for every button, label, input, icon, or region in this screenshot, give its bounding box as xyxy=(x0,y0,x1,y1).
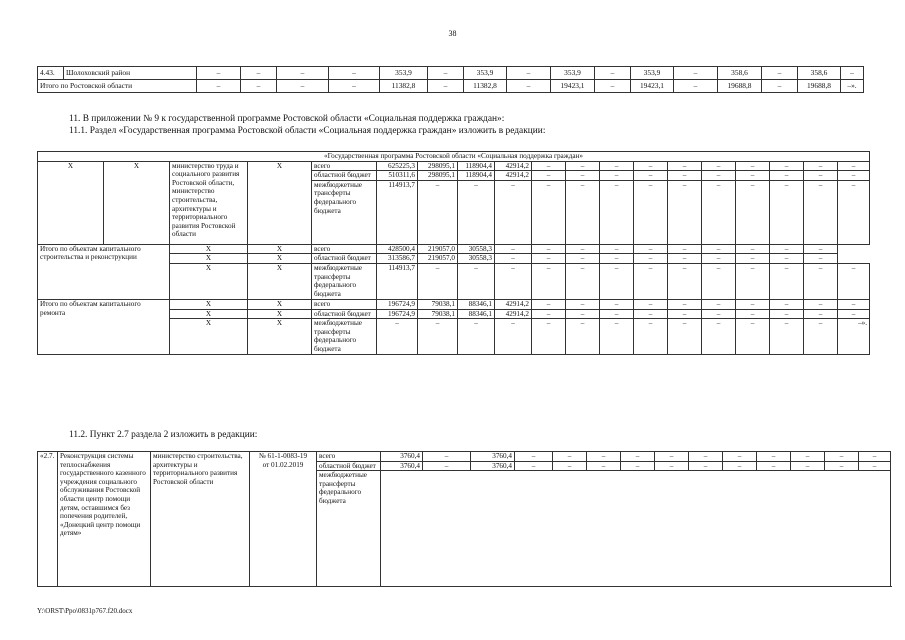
dash-cell: – xyxy=(600,171,634,181)
paragraph-11-2: 11.2. Пункт 2.7 раздела 2 изложить в редакции: xyxy=(69,430,258,440)
dash-cell: – xyxy=(634,299,668,309)
dash-cell: – xyxy=(634,319,668,355)
group-label: Итого по объектам капитального ремонта xyxy=(38,299,170,354)
value-cell: 298095,1 xyxy=(418,171,458,181)
paragraph-11-1: 11.1. Раздел «Государственная программа Ростовской области «Социальная поддержка граждан» изложить в редакции: xyxy=(69,126,546,136)
dash-cell: – xyxy=(634,244,668,254)
dash-cell: – xyxy=(702,263,736,299)
col-x: X xyxy=(170,319,248,355)
program-title: «Государственная программа Ростовской области «Социальная поддержка граждан» xyxy=(38,152,870,162)
item-number: «2.7. xyxy=(38,452,58,587)
dash-cell: – xyxy=(418,263,458,299)
dash-cell: – xyxy=(859,461,891,471)
value-cell: 79038,1 xyxy=(418,309,458,319)
dash-cell: – xyxy=(804,254,838,264)
value-cell: –». xyxy=(841,80,864,93)
dash-cell: – xyxy=(804,180,838,244)
ministry-name: министерство строительства, архитектуры и территориального развития Ростовской области xyxy=(151,452,250,587)
value-cell: – xyxy=(674,67,718,80)
source-total: всего xyxy=(317,452,381,462)
value-cell: – xyxy=(329,67,380,80)
value-cell: 219057,0 xyxy=(418,254,458,264)
table-row xyxy=(38,161,870,171)
dash-cell: – xyxy=(770,244,804,254)
value-cell: – xyxy=(241,80,277,93)
value-cell: – xyxy=(428,67,464,80)
dash-cell: – xyxy=(770,161,804,171)
dash-cell: – xyxy=(770,254,804,264)
dash-cell: – xyxy=(668,263,702,299)
dash-cell: – xyxy=(587,452,621,462)
dash-cell: – xyxy=(458,180,495,244)
dash-cell: – xyxy=(736,299,770,309)
dash-cell: – xyxy=(702,319,736,355)
value-cell: – xyxy=(507,67,551,80)
dash-cell: – xyxy=(804,244,838,254)
empty-values xyxy=(381,471,891,587)
document-date: от 01.02.2019 xyxy=(262,460,304,469)
value-cell: 11382,8 xyxy=(464,80,507,93)
source-regional: областной бюджет xyxy=(312,254,377,264)
dash-cell: – xyxy=(668,244,702,254)
source-federal: межбюджетные трансферты федерального бюджета xyxy=(312,263,377,299)
dash-cell: – xyxy=(566,254,600,264)
dash-cell: – xyxy=(532,263,566,299)
value-cell: 219057,0 xyxy=(418,244,458,254)
dash-cell: – xyxy=(377,319,418,355)
dash-cell: – xyxy=(702,254,736,264)
table-row xyxy=(38,452,891,462)
col-x: X xyxy=(248,299,312,309)
dash-cell: – xyxy=(532,171,566,181)
dash-cell: – xyxy=(791,461,825,471)
dash-cell: – xyxy=(423,452,471,462)
dash-cell: – xyxy=(600,299,634,309)
dash-cell: – xyxy=(770,263,804,299)
dash-cell: – xyxy=(600,309,634,319)
dash-cell: – xyxy=(566,319,600,355)
dash-cell: – xyxy=(495,319,532,355)
page-number: 38 xyxy=(448,29,457,38)
dash-cell: – xyxy=(770,171,804,181)
value-cell: – xyxy=(841,67,864,80)
dash-cell: – xyxy=(736,161,770,171)
dash-cell: – xyxy=(668,180,702,244)
dash-cell: – xyxy=(458,319,495,355)
value-cell: 42914,2 xyxy=(495,299,532,309)
dash-cell: – xyxy=(566,244,600,254)
value-cell: 88346,1 xyxy=(458,309,495,319)
source-total: всего xyxy=(312,299,377,309)
value-cell: 313586,7 xyxy=(377,254,418,264)
value-cell: 353,9 xyxy=(551,67,595,80)
value-cell: – xyxy=(674,80,718,93)
dash-cell: – xyxy=(600,263,634,299)
dash-cell: – xyxy=(736,244,770,254)
value-cell: 19423,1 xyxy=(631,80,674,93)
value-cell: – xyxy=(329,80,380,93)
dash-cell: – xyxy=(668,161,702,171)
col-x: X xyxy=(38,161,104,244)
value-cell: 298095,1 xyxy=(418,161,458,171)
dash-cell: – xyxy=(689,461,723,471)
dash-cell: – xyxy=(736,319,770,355)
dash-cell: – xyxy=(689,452,723,462)
col-x: X xyxy=(248,263,312,299)
dash-cell: – xyxy=(668,254,702,264)
value-cell: – xyxy=(277,80,329,93)
dash-cell: – xyxy=(532,299,566,309)
dash-cell: – xyxy=(458,263,495,299)
value-cell: – xyxy=(507,80,551,93)
value-cell: – xyxy=(241,67,277,80)
value-cell: 42914,2 xyxy=(495,309,532,319)
dash-cell: – xyxy=(566,161,600,171)
ministry-name: министерство труда и социального развития Ростовской области, министерство строительства, архитектуры и территориального развития Ростовской области xyxy=(170,161,248,244)
value-cell: – xyxy=(197,80,241,93)
dash-cell: – xyxy=(600,319,634,355)
dash-cell: – xyxy=(423,461,471,471)
dash-cell: – xyxy=(770,319,804,355)
dash-cell: – xyxy=(838,263,870,299)
dash-cell: – xyxy=(532,309,566,319)
value-cell: 3760,4 xyxy=(381,461,423,471)
dash-cell: – xyxy=(600,180,634,244)
table-row xyxy=(38,299,870,309)
dash-cell: – xyxy=(495,244,532,254)
source-regional: областной бюджет xyxy=(312,171,377,181)
top-table xyxy=(37,66,864,93)
dash-cell: – xyxy=(702,299,736,309)
dash-cell: – xyxy=(702,309,736,319)
source-federal: межбюджетные трансферты федерального бюджета xyxy=(317,471,381,587)
dash-cell: – xyxy=(838,171,870,181)
dash-cell: – xyxy=(634,180,668,244)
dash-cell: – xyxy=(791,452,825,462)
value-cell: – xyxy=(428,80,464,93)
value-cell: 19688,8 xyxy=(798,80,841,93)
value-cell: – xyxy=(595,80,631,93)
value-cell: – xyxy=(762,80,798,93)
program-table xyxy=(37,151,870,355)
value-cell: 19688,8 xyxy=(718,80,762,93)
dash-cell: – xyxy=(668,171,702,181)
dash-cell: – xyxy=(532,254,566,264)
dash-cell: – xyxy=(600,244,634,254)
table-row xyxy=(38,67,864,80)
dash-cell: – xyxy=(668,319,702,355)
value-cell: – xyxy=(277,67,329,80)
dash-cell: – xyxy=(859,452,891,462)
end-mark: –». xyxy=(838,319,870,355)
value-cell: 114913,7 xyxy=(377,263,418,299)
dash-cell: – xyxy=(600,254,634,264)
col-x: X xyxy=(170,299,248,309)
row-number: 4.43. xyxy=(38,67,64,80)
dash-cell: – xyxy=(418,180,458,244)
dash-cell: – xyxy=(702,244,736,254)
col-x: X xyxy=(170,263,248,299)
group-label: Итого по объектам капитального строительства и реконструкции xyxy=(38,244,170,299)
value-cell: 3760,4 xyxy=(471,461,515,471)
dash-cell: – xyxy=(804,299,838,309)
dash-cell: – xyxy=(838,180,870,244)
dash-cell: – xyxy=(621,461,655,471)
dash-cell: – xyxy=(702,180,736,244)
dash-cell: – xyxy=(736,309,770,319)
dash-cell: – xyxy=(566,299,600,309)
item-2-7-table xyxy=(37,451,891,587)
value-cell: 42914,2 xyxy=(495,171,532,181)
dash-cell: – xyxy=(736,263,770,299)
table-row xyxy=(38,244,870,254)
dash-cell: – xyxy=(804,309,838,319)
col-x: X xyxy=(248,319,312,355)
source-total: всего xyxy=(312,244,377,254)
value-cell: 19423,1 xyxy=(551,80,595,93)
col-x: X xyxy=(170,244,248,254)
dash-cell: – xyxy=(770,299,804,309)
dash-cell: – xyxy=(634,263,668,299)
source-regional: областной бюджет xyxy=(312,309,377,319)
value-cell: 510311,6 xyxy=(377,171,418,181)
value-cell: 3760,4 xyxy=(471,452,515,462)
dash-cell: – xyxy=(804,263,838,299)
col-x: X xyxy=(170,309,248,319)
dash-cell: – xyxy=(495,254,532,264)
dash-cell: – xyxy=(553,461,587,471)
object-name: Реконструкция системы теплоснабжения государственного казенного учреждения социального обслуживания Ростовской области центр помощи детям, оставшимся без попечения родителей, «Донецкий центр помощи детям» xyxy=(58,452,151,587)
dash-cell: – xyxy=(838,161,870,171)
value-cell: 428500,4 xyxy=(377,244,418,254)
dash-cell: – xyxy=(702,161,736,171)
dash-cell: – xyxy=(566,180,600,244)
value-cell: – xyxy=(595,67,631,80)
dash-cell: – xyxy=(723,461,757,471)
value-cell: 353,9 xyxy=(631,67,674,80)
dash-cell: – xyxy=(515,452,553,462)
value-cell: 42914,2 xyxy=(495,161,532,171)
dash-cell: – xyxy=(600,161,634,171)
col-x: X xyxy=(248,161,312,244)
dash-cell: – xyxy=(634,171,668,181)
dash-cell: – xyxy=(515,461,553,471)
col-x: X xyxy=(248,309,312,319)
value-cell: 3760,4 xyxy=(381,452,423,462)
value-cell: 196724,9 xyxy=(377,309,418,319)
dash-cell: – xyxy=(702,171,736,181)
row-label: Итого по Ростовской области xyxy=(38,80,197,93)
row-label: Шолоховский район xyxy=(64,67,197,80)
dash-cell: – xyxy=(736,171,770,181)
dash-cell: – xyxy=(804,171,838,181)
dash-cell: – xyxy=(838,309,870,319)
value-cell: 353,9 xyxy=(380,67,428,80)
dash-cell: – xyxy=(532,180,566,244)
value-cell: 88346,1 xyxy=(458,299,495,309)
value-cell: 79038,1 xyxy=(418,299,458,309)
dash-cell: – xyxy=(634,309,668,319)
dash-cell: – xyxy=(668,299,702,309)
dash-cell: – xyxy=(770,180,804,244)
dash-cell: – xyxy=(804,161,838,171)
dash-cell: – xyxy=(553,452,587,462)
value-cell: 118904,4 xyxy=(458,171,495,181)
dash-cell: – xyxy=(495,180,532,244)
dash-cell: – xyxy=(736,254,770,264)
col-x: X xyxy=(170,254,248,264)
value-cell: 30558,3 xyxy=(458,254,495,264)
col-x: X xyxy=(104,161,170,244)
paragraph-11: 11. В приложении № 9 к государственной программе Ростовской области «Социальная поддержка граждан»: xyxy=(69,114,505,124)
value-cell: 358,6 xyxy=(798,67,841,80)
dash-cell: – xyxy=(655,452,689,462)
dash-cell: – xyxy=(566,171,600,181)
dash-cell: – xyxy=(566,263,600,299)
dash-cell: – xyxy=(757,461,791,471)
dash-cell: – xyxy=(587,461,621,471)
table-row xyxy=(38,80,864,93)
value-cell: 358,6 xyxy=(718,67,762,80)
dash-cell: – xyxy=(668,309,702,319)
dash-cell: – xyxy=(736,180,770,244)
dash-cell: – xyxy=(532,161,566,171)
dash-cell: – xyxy=(532,244,566,254)
dash-cell: – xyxy=(825,452,859,462)
dash-cell: – xyxy=(825,461,859,471)
dash-cell: – xyxy=(655,461,689,471)
dash-cell: – xyxy=(566,309,600,319)
source-federal: межбюджетные трансферты федерального бюджета xyxy=(312,180,377,244)
value-cell: 114913,7 xyxy=(377,180,418,244)
value-cell: 30558,3 xyxy=(458,244,495,254)
document-number: № 61-1-0083-19 xyxy=(258,452,308,460)
dash-cell: – xyxy=(621,452,655,462)
value-cell: – xyxy=(197,67,241,80)
dash-cell: – xyxy=(770,309,804,319)
file-path: Y:\ORST\Ppo\0831p767.f20.docx xyxy=(37,607,133,615)
col-x: X xyxy=(248,254,312,264)
dash-cell: – xyxy=(418,319,458,355)
dash-cell: – xyxy=(723,452,757,462)
dash-cell: – xyxy=(495,263,532,299)
col-x: X xyxy=(248,244,312,254)
value-cell: 625225,3 xyxy=(377,161,418,171)
source-regional: областной бюджет xyxy=(317,461,381,471)
dash-cell: – xyxy=(634,254,668,264)
value-cell: 353,9 xyxy=(464,67,507,80)
source-total: всего xyxy=(312,161,377,171)
document-ref xyxy=(250,452,317,587)
value-cell: 118904,4 xyxy=(458,161,495,171)
dash-cell: – xyxy=(838,299,870,309)
dash-cell: – xyxy=(804,319,838,355)
value-cell: 11382,8 xyxy=(380,80,428,93)
value-cell: – xyxy=(762,67,798,80)
dash-cell: – xyxy=(634,161,668,171)
value-cell: 196724,9 xyxy=(377,299,418,309)
dash-cell: – xyxy=(532,319,566,355)
dash-cell: – xyxy=(757,452,791,462)
source-federal: межбюджетные трансферты федерального бюджета xyxy=(312,319,377,355)
